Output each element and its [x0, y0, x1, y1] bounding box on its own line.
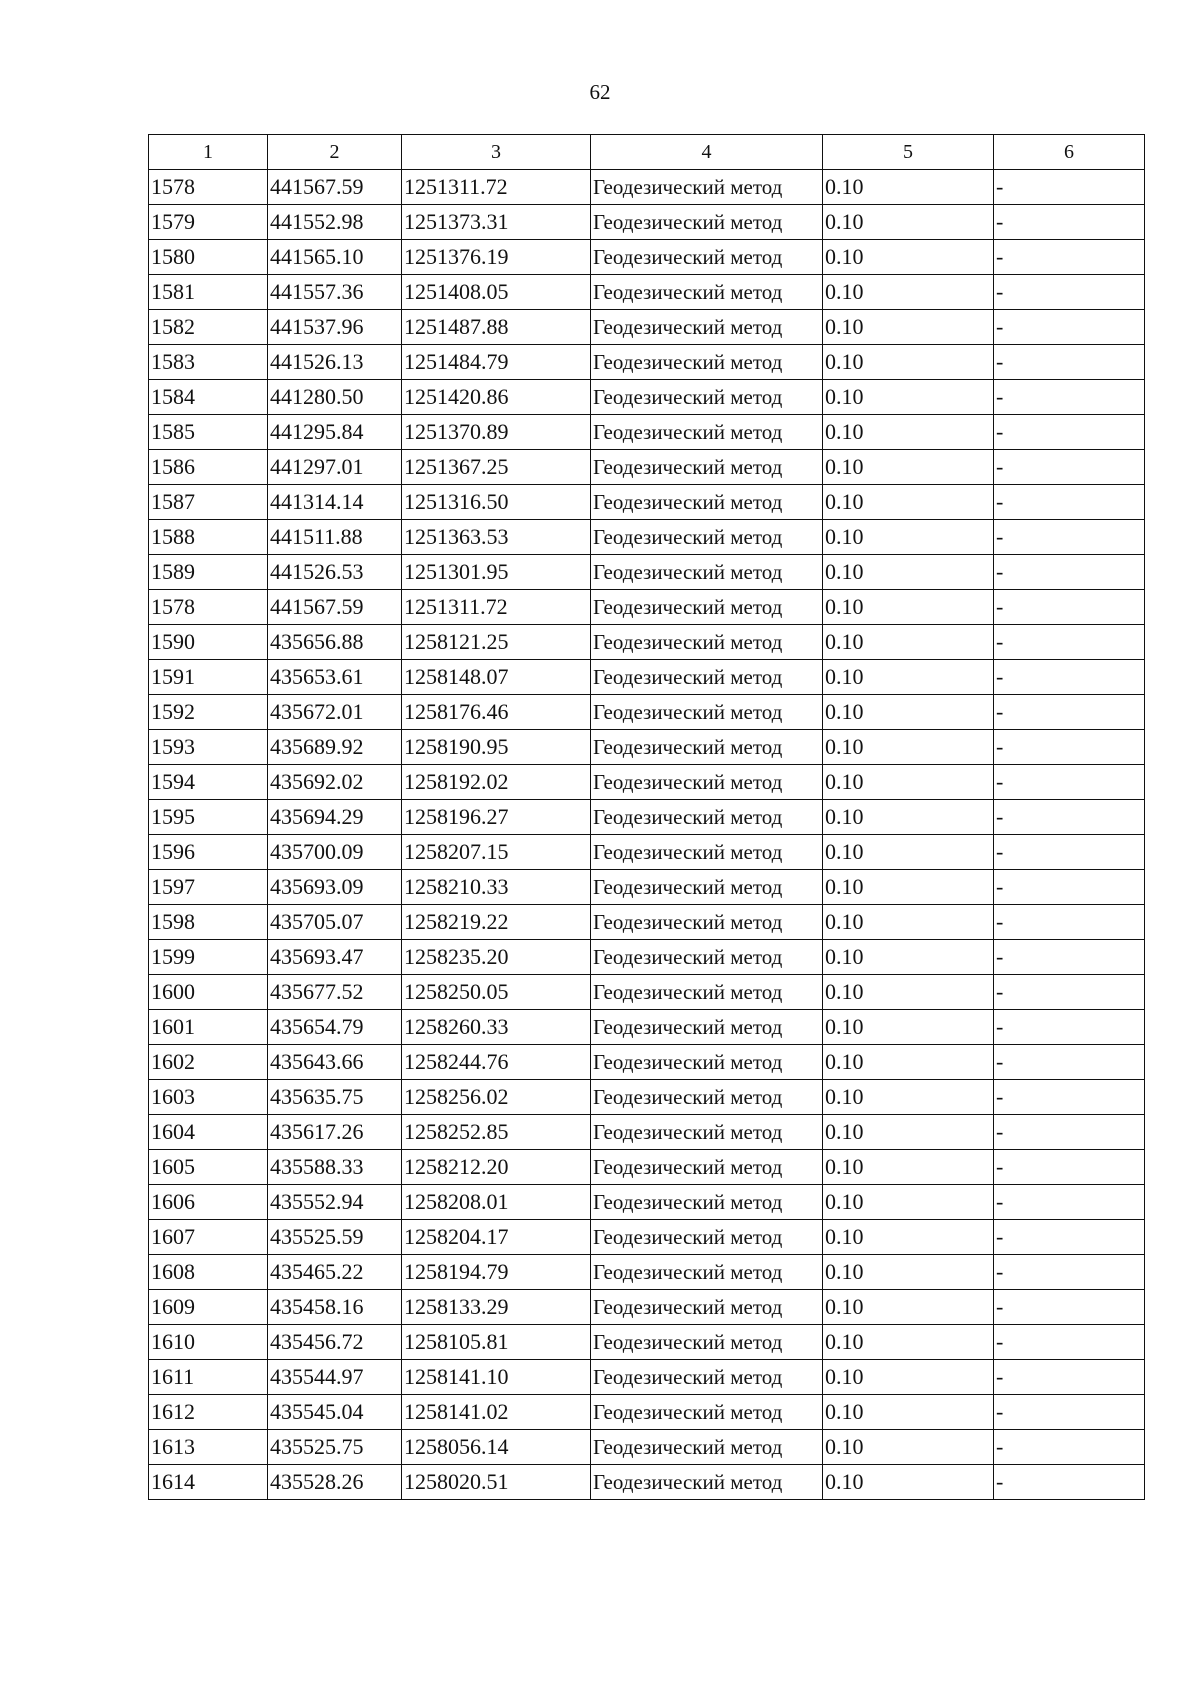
header-cell-3: 3 — [402, 135, 591, 170]
cell-coord-x: 435552.94 — [268, 1185, 402, 1220]
table-row — [149, 1465, 1145, 1500]
header-cell-4: 4 — [591, 135, 823, 170]
cell-method: Геодезический метод — [591, 485, 823, 520]
table-row — [149, 310, 1145, 345]
cell-point-number: 1581 — [149, 275, 268, 310]
cell-method: Геодезический метод — [591, 1220, 823, 1255]
cell-accuracy: 0.10 — [823, 660, 994, 695]
cell-point-number: 1608 — [149, 1255, 268, 1290]
cell-coord-x: 435635.75 — [268, 1080, 402, 1115]
table-row — [149, 660, 1145, 695]
cell-coord-x: 435545.04 — [268, 1395, 402, 1430]
cell-method: Геодезический метод — [591, 555, 823, 590]
cell-accuracy: 0.10 — [823, 765, 994, 800]
cell-method: Геодезический метод — [591, 345, 823, 380]
cell-method: Геодезический метод — [591, 205, 823, 240]
cell-coord-y: 1258219.22 — [402, 905, 591, 940]
cell-point-number: 1583 — [149, 345, 268, 380]
cell-point-number: 1599 — [149, 940, 268, 975]
cell-coord-x: 435705.07 — [268, 905, 402, 940]
cell-remark: - — [994, 975, 1145, 1010]
cell-coord-x: 435456.72 — [268, 1325, 402, 1360]
cell-accuracy: 0.10 — [823, 590, 994, 625]
cell-point-number: 1604 — [149, 1115, 268, 1150]
cell-method: Геодезический метод — [591, 380, 823, 415]
cell-accuracy: 0.10 — [823, 975, 994, 1010]
cell-point-number: 1592 — [149, 695, 268, 730]
cell-coord-x: 435694.29 — [268, 800, 402, 835]
cell-coord-x: 435692.02 — [268, 765, 402, 800]
table-row — [149, 1150, 1145, 1185]
table-body — [149, 170, 1145, 1500]
cell-remark: - — [994, 1045, 1145, 1080]
cell-coord-x: 435693.09 — [268, 870, 402, 905]
cell-coord-y: 1258148.07 — [402, 660, 591, 695]
table-row — [149, 835, 1145, 870]
cell-accuracy: 0.10 — [823, 450, 994, 485]
cell-point-number: 1578 — [149, 590, 268, 625]
cell-coord-y: 1251420.86 — [402, 380, 591, 415]
cell-method: Геодезический метод — [591, 940, 823, 975]
cell-coord-x: 435653.61 — [268, 660, 402, 695]
table-row — [149, 345, 1145, 380]
cell-coord-x: 441526.13 — [268, 345, 402, 380]
cell-remark: - — [994, 240, 1145, 275]
cell-point-number: 1579 — [149, 205, 268, 240]
cell-coord-y: 1251487.88 — [402, 310, 591, 345]
cell-method: Геодезический метод — [591, 1010, 823, 1045]
cell-method: Геодезический метод — [591, 1150, 823, 1185]
table-row — [149, 1010, 1145, 1045]
cell-remark: - — [994, 1395, 1145, 1430]
cell-method: Геодезический метод — [591, 415, 823, 450]
cell-coord-y: 1258260.33 — [402, 1010, 591, 1045]
cell-coord-x: 435617.26 — [268, 1115, 402, 1150]
cell-method: Геодезический метод — [591, 625, 823, 660]
cell-accuracy: 0.10 — [823, 1325, 994, 1360]
cell-accuracy: 0.10 — [823, 1115, 994, 1150]
cell-point-number: 1578 — [149, 170, 268, 205]
table-row — [149, 1255, 1145, 1290]
cell-point-number: 1584 — [149, 380, 268, 415]
cell-method: Геодезический метод — [591, 275, 823, 310]
cell-method: Геодезический метод — [591, 800, 823, 835]
cell-method: Геодезический метод — [591, 1290, 823, 1325]
cell-method: Геодезический метод — [591, 1045, 823, 1080]
table-row — [149, 555, 1145, 590]
cell-coord-x: 441297.01 — [268, 450, 402, 485]
cell-coord-x: 441314.14 — [268, 485, 402, 520]
cell-coord-x: 435465.22 — [268, 1255, 402, 1290]
cell-method: Геодезический метод — [591, 1185, 823, 1220]
cell-method: Геодезический метод — [591, 870, 823, 905]
cell-coord-y: 1258194.79 — [402, 1255, 591, 1290]
cell-coord-y: 1258192.02 — [402, 765, 591, 800]
table-row — [149, 240, 1145, 275]
cell-accuracy: 0.10 — [823, 555, 994, 590]
cell-accuracy: 0.10 — [823, 1080, 994, 1115]
cell-accuracy: 0.10 — [823, 380, 994, 415]
cell-coord-x: 441552.98 — [268, 205, 402, 240]
cell-remark: - — [994, 905, 1145, 940]
cell-point-number: 1605 — [149, 1150, 268, 1185]
cell-method: Геодезический метод — [591, 975, 823, 1010]
cell-coord-x: 435689.92 — [268, 730, 402, 765]
cell-coord-x: 435672.01 — [268, 695, 402, 730]
cell-accuracy: 0.10 — [823, 730, 994, 765]
table-row — [149, 1185, 1145, 1220]
table-row — [149, 205, 1145, 240]
table-row — [149, 485, 1145, 520]
cell-coord-x: 435643.66 — [268, 1045, 402, 1080]
cell-coord-x: 435544.97 — [268, 1360, 402, 1395]
cell-coord-x: 435528.26 — [268, 1465, 402, 1500]
cell-point-number: 1580 — [149, 240, 268, 275]
cell-coord-y: 1258252.85 — [402, 1115, 591, 1150]
cell-remark: - — [994, 450, 1145, 485]
cell-coord-y: 1258204.17 — [402, 1220, 591, 1255]
cell-accuracy: 0.10 — [823, 345, 994, 380]
cell-method: Геодезический метод — [591, 1115, 823, 1150]
cell-remark: - — [994, 695, 1145, 730]
cell-point-number: 1613 — [149, 1430, 268, 1465]
cell-point-number: 1612 — [149, 1395, 268, 1430]
cell-point-number: 1610 — [149, 1325, 268, 1360]
header-cell-1: 1 — [149, 135, 268, 170]
cell-method: Геодезический метод — [591, 1430, 823, 1465]
cell-coord-y: 1251484.79 — [402, 345, 591, 380]
table-row — [149, 975, 1145, 1010]
cell-coord-x: 435654.79 — [268, 1010, 402, 1045]
cell-method: Геодезический метод — [591, 590, 823, 625]
cell-coord-y: 1251408.05 — [402, 275, 591, 310]
table-row — [149, 1045, 1145, 1080]
cell-method: Геодезический метод — [591, 240, 823, 275]
cell-coord-y: 1258212.20 — [402, 1150, 591, 1185]
cell-remark: - — [994, 380, 1145, 415]
cell-coord-x: 435525.75 — [268, 1430, 402, 1465]
table-row — [149, 1360, 1145, 1395]
cell-coord-y: 1251311.72 — [402, 590, 591, 625]
cell-coord-y: 1258190.95 — [402, 730, 591, 765]
cell-point-number: 1586 — [149, 450, 268, 485]
cell-point-number: 1601 — [149, 1010, 268, 1045]
cell-accuracy: 0.10 — [823, 520, 994, 555]
cell-method: Геодезический метод — [591, 170, 823, 205]
cell-remark: - — [994, 1080, 1145, 1115]
cell-coord-y: 1251373.31 — [402, 205, 591, 240]
cell-accuracy: 0.10 — [823, 1255, 994, 1290]
cell-remark: - — [994, 590, 1145, 625]
cell-accuracy: 0.10 — [823, 1465, 994, 1500]
cell-method: Геодезический метод — [591, 905, 823, 940]
table-row — [149, 1395, 1145, 1430]
cell-point-number: 1589 — [149, 555, 268, 590]
cell-remark: - — [994, 1465, 1145, 1500]
cell-accuracy: 0.10 — [823, 835, 994, 870]
cell-coord-y: 1258196.27 — [402, 800, 591, 835]
cell-coord-y: 1251316.50 — [402, 485, 591, 520]
cell-coord-y: 1251367.25 — [402, 450, 591, 485]
header-cell-2: 2 — [268, 135, 402, 170]
cell-coord-x: 441295.84 — [268, 415, 402, 450]
cell-remark: - — [994, 870, 1145, 905]
cell-remark: - — [994, 1290, 1145, 1325]
cell-coord-y: 1258210.33 — [402, 870, 591, 905]
cell-coord-x: 441537.96 — [268, 310, 402, 345]
cell-accuracy: 0.10 — [823, 205, 994, 240]
cell-point-number: 1582 — [149, 310, 268, 345]
cell-method: Геодезический метод — [591, 730, 823, 765]
cell-remark: - — [994, 730, 1145, 765]
header-cell-5: 5 — [823, 135, 994, 170]
cell-coord-x: 435525.59 — [268, 1220, 402, 1255]
header-cell-6: 6 — [994, 135, 1145, 170]
cell-remark: - — [994, 765, 1145, 800]
table-row — [149, 940, 1145, 975]
cell-coord-y: 1258141.10 — [402, 1360, 591, 1395]
table-row — [149, 1220, 1145, 1255]
cell-coord-x: 435588.33 — [268, 1150, 402, 1185]
cell-remark: - — [994, 1360, 1145, 1395]
cell-method: Геодезический метод — [591, 835, 823, 870]
cell-point-number: 1597 — [149, 870, 268, 905]
cell-point-number: 1596 — [149, 835, 268, 870]
cell-method: Геодезический метод — [591, 660, 823, 695]
cell-coord-x: 441557.36 — [268, 275, 402, 310]
cell-point-number: 1591 — [149, 660, 268, 695]
cell-point-number: 1594 — [149, 765, 268, 800]
cell-point-number: 1590 — [149, 625, 268, 660]
cell-coord-x: 435700.09 — [268, 835, 402, 870]
cell-accuracy: 0.10 — [823, 1430, 994, 1465]
table-row — [149, 415, 1145, 450]
cell-remark: - — [994, 1010, 1145, 1045]
cell-method: Геодезический метод — [591, 765, 823, 800]
cell-remark: - — [994, 555, 1145, 590]
cell-coord-x: 441511.88 — [268, 520, 402, 555]
cell-accuracy: 0.10 — [823, 905, 994, 940]
cell-coord-y: 1258176.46 — [402, 695, 591, 730]
cell-method: Геодезический метод — [591, 1395, 823, 1430]
cell-coord-x: 441280.50 — [268, 380, 402, 415]
cell-remark: - — [994, 835, 1145, 870]
table-row — [149, 520, 1145, 555]
table-row — [149, 1080, 1145, 1115]
cell-coord-y: 1258020.51 — [402, 1465, 591, 1500]
table-row — [149, 1325, 1145, 1360]
table-row — [149, 730, 1145, 765]
table-row — [149, 765, 1145, 800]
cell-coord-y: 1251370.89 — [402, 415, 591, 450]
cell-point-number: 1588 — [149, 520, 268, 555]
cell-coord-y: 1258056.14 — [402, 1430, 591, 1465]
cell-coord-x: 435458.16 — [268, 1290, 402, 1325]
table-row — [149, 870, 1145, 905]
cell-remark: - — [994, 660, 1145, 695]
cell-remark: - — [994, 275, 1145, 310]
cell-accuracy: 0.10 — [823, 870, 994, 905]
cell-accuracy: 0.10 — [823, 1010, 994, 1045]
table-row — [149, 380, 1145, 415]
cell-coord-y: 1258256.02 — [402, 1080, 591, 1115]
table-row — [149, 1115, 1145, 1150]
cell-method: Геодезический метод — [591, 1360, 823, 1395]
cell-point-number: 1611 — [149, 1360, 268, 1395]
cell-remark: - — [994, 1185, 1145, 1220]
cell-coord-y: 1258121.25 — [402, 625, 591, 660]
cell-coord-y: 1251301.95 — [402, 555, 591, 590]
cell-point-number: 1593 — [149, 730, 268, 765]
cell-coord-x: 435677.52 — [268, 975, 402, 1010]
table-row — [149, 1290, 1145, 1325]
cell-point-number: 1614 — [149, 1465, 268, 1500]
table-row — [149, 625, 1145, 660]
table-row — [149, 800, 1145, 835]
cell-coord-y: 1251311.72 — [402, 170, 591, 205]
cell-accuracy: 0.10 — [823, 800, 994, 835]
cell-remark: - — [994, 1220, 1145, 1255]
cell-coord-x: 441567.59 — [268, 590, 402, 625]
cell-remark: - — [994, 310, 1145, 345]
cell-remark: - — [994, 1115, 1145, 1150]
cell-remark: - — [994, 345, 1145, 380]
cell-remark: - — [994, 1325, 1145, 1360]
cell-accuracy: 0.10 — [823, 275, 994, 310]
cell-point-number: 1587 — [149, 485, 268, 520]
cell-coord-x: 441565.10 — [268, 240, 402, 275]
table-row — [149, 450, 1145, 485]
cell-accuracy: 0.10 — [823, 1185, 994, 1220]
table-row — [149, 1430, 1145, 1465]
cell-method: Геодезический метод — [591, 520, 823, 555]
cell-coord-y: 1258105.81 — [402, 1325, 591, 1360]
cell-accuracy: 0.10 — [823, 940, 994, 975]
cell-accuracy: 0.10 — [823, 310, 994, 345]
table-row — [149, 590, 1145, 625]
cell-coord-y: 1258250.05 — [402, 975, 591, 1010]
cell-method: Геодезический метод — [591, 1080, 823, 1115]
cell-method: Геодезический метод — [591, 1465, 823, 1500]
cell-remark: - — [994, 1430, 1145, 1465]
cell-accuracy: 0.10 — [823, 625, 994, 660]
cell-point-number: 1585 — [149, 415, 268, 450]
cell-point-number: 1600 — [149, 975, 268, 1010]
cell-coord-x: 441567.59 — [268, 170, 402, 205]
cell-coord-x: 435656.88 — [268, 625, 402, 660]
table-header — [149, 135, 1145, 170]
cell-remark: - — [994, 485, 1145, 520]
cell-accuracy: 0.10 — [823, 1290, 994, 1325]
cell-coord-y: 1258208.01 — [402, 1185, 591, 1220]
cell-remark: - — [994, 520, 1145, 555]
cell-method: Геодезический метод — [591, 1325, 823, 1360]
header-row — [149, 135, 1145, 170]
cell-remark: - — [994, 170, 1145, 205]
cell-remark: - — [994, 1255, 1145, 1290]
cell-remark: - — [994, 625, 1145, 660]
cell-point-number: 1609 — [149, 1290, 268, 1325]
cell-coord-y: 1258235.20 — [402, 940, 591, 975]
cell-coord-y: 1258133.29 — [402, 1290, 591, 1325]
cell-point-number: 1602 — [149, 1045, 268, 1080]
cell-remark: - — [994, 800, 1145, 835]
cell-coord-x: 441526.53 — [268, 555, 402, 590]
cell-coord-y: 1251376.19 — [402, 240, 591, 275]
cell-remark: - — [994, 205, 1145, 240]
cell-accuracy: 0.10 — [823, 1045, 994, 1080]
cell-accuracy: 0.10 — [823, 415, 994, 450]
cell-method: Геодезический метод — [591, 695, 823, 730]
page-number: 62 — [589, 80, 611, 104]
cell-accuracy: 0.10 — [823, 1150, 994, 1185]
cell-accuracy: 0.10 — [823, 170, 994, 205]
cell-point-number: 1598 — [149, 905, 268, 940]
cell-remark: - — [994, 1150, 1145, 1185]
cell-accuracy: 0.10 — [823, 695, 994, 730]
cell-remark: - — [994, 940, 1145, 975]
coordinates-table — [148, 134, 1145, 1500]
cell-point-number: 1606 — [149, 1185, 268, 1220]
cell-coord-y: 1251363.53 — [402, 520, 591, 555]
cell-coord-y: 1258244.76 — [402, 1045, 591, 1080]
cell-point-number: 1603 — [149, 1080, 268, 1115]
cell-coord-y: 1258207.15 — [402, 835, 591, 870]
cell-accuracy: 0.10 — [823, 1220, 994, 1255]
cell-method: Геодезический метод — [591, 450, 823, 485]
table-row — [149, 275, 1145, 310]
cell-accuracy: 0.10 — [823, 240, 994, 275]
cell-point-number: 1607 — [149, 1220, 268, 1255]
cell-remark: - — [994, 415, 1145, 450]
table-row — [149, 170, 1145, 205]
table-row — [149, 905, 1145, 940]
cell-accuracy: 0.10 — [823, 485, 994, 520]
table-row — [149, 695, 1145, 730]
cell-accuracy: 0.10 — [823, 1360, 994, 1395]
cell-method: Геодезический метод — [591, 310, 823, 345]
cell-accuracy: 0.10 — [823, 1395, 994, 1430]
cell-point-number: 1595 — [149, 800, 268, 835]
cell-coord-x: 435693.47 — [268, 940, 402, 975]
cell-method: Геодезический метод — [591, 1255, 823, 1290]
cell-coord-y: 1258141.02 — [402, 1395, 591, 1430]
